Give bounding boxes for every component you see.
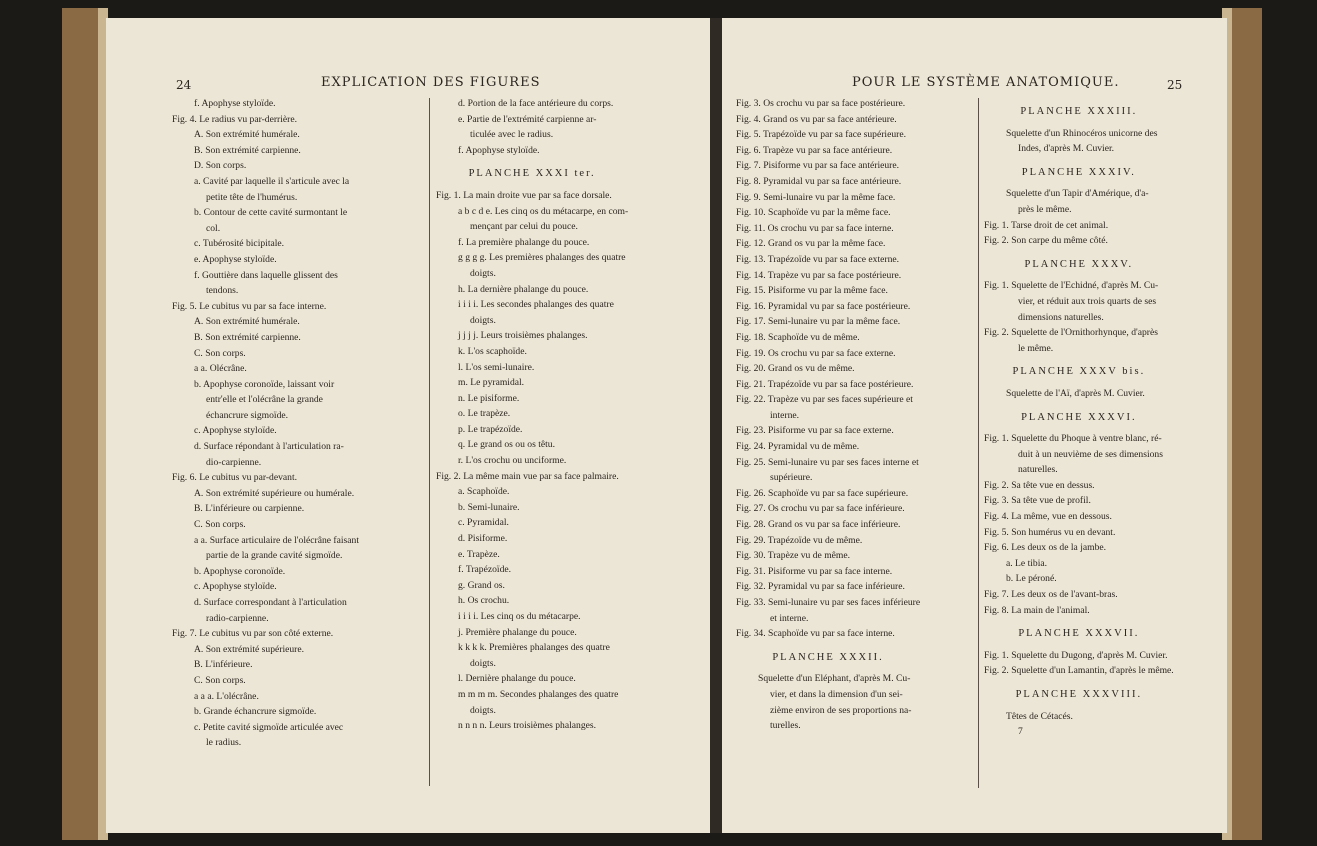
text-line: Fig. 11. Os crochu vu par sa face interne. [736,222,894,234]
text-line: Fig. 7. Pisiforme vu par sa face antérieure. [736,160,900,172]
text-line: C. Son corps. [194,674,246,686]
text-line: tendons. [206,285,239,297]
text-line: Fig. 19. Os crochu vu par sa face externe. [736,347,896,359]
text-line: Indes, d'après M. Cuvier. [1018,143,1115,155]
text-line: dimensions naturelles. [1018,311,1104,323]
text-line: Fig. 1. Squelette du Phoque à ventre blanc, ré- [984,433,1162,445]
column-rule-left [429,98,430,786]
text-line: doigts. [470,267,496,279]
text-line: doigts. [470,314,496,326]
text-line: naturelles. [1018,464,1058,476]
text-line: B. Son extrémité carpienne. [194,144,301,156]
text-line: Fig. 1. Tarse droit de cet animal. [984,219,1109,231]
text-line: Fig. 1. Squelette du Dugong, d'après M. Cuvier. [984,649,1168,661]
text-line: a a. Surface articulaire de l'olécrâne faisant [194,534,359,546]
text-line: j j j j. Leurs troisièmes phalanges. [458,330,588,342]
text-line: f. Trapézoïde. [458,564,512,576]
text-line: c. Pyramidal. [458,517,509,529]
text-line: h. La dernière phalange du pouce. [458,283,589,295]
text-line: Fig. 2. Sa tête vue en dessus. [984,479,1095,491]
text-line: Fig. 29. Trapézoïde vu de même. [736,534,863,546]
text-line: b. Le péroné. [1006,573,1057,585]
text-line: e. Apophyse styloïde. [194,253,277,265]
text-line: Fig. 27. Os crochu vu par sa face inférieure. [736,503,905,515]
text-line: petite tête de l'humérus. [206,191,298,203]
text-line: A. Son extrémité humérale. [194,316,300,328]
text-line: vier, et dans la dimension d'un sei- [770,688,903,700]
text-line: d. Surface répondant à l'articulation ra- [194,441,344,453]
text-line: f. Apophyse styloïde. [458,144,540,156]
text-line: Fig. 16. Pyramidal vu par sa face postérieure. [736,300,911,312]
text-line: d. Pisiforme. [458,533,508,545]
text-line: d. Surface correspondant à l'articulation [194,597,347,608]
text-line: f. Apophyse styloïde. [194,98,276,109]
text-line: Fig. 1. La main droite vue par sa face dorsale. [436,189,612,201]
text-line: Fig. 6. Les deux os de la jambe. [984,542,1107,554]
text-line: q. Le grand os ou os têtu. [458,439,555,451]
page-number-right: 25 [1167,78,1183,92]
text-line: Squelette d'un Eléphant, d'après M. Cu- [758,673,911,685]
text-line: PLANCHE XXXIII. [1020,106,1138,117]
text-line: Fig. 12. Grand os vu par la même face. [736,238,886,250]
text-line: a. Le tibia. [1006,557,1048,569]
column-rule-right [978,98,979,788]
text-line: n. Le pisiforme. [458,392,520,404]
text-line: Fig. 4. La même, vue en dessous. [984,511,1112,523]
text-line: interne. [770,409,800,421]
text-line: Fig. 20. Grand os vu de même. [736,363,855,375]
text-line: Fig. 1. Squelette de l'Echidné, d'après M. Cu- [984,280,1159,292]
book-spread [62,8,1262,840]
right-page [722,18,1227,833]
text-line: Fig. 34. Scaphoïde vu par sa face interne. [736,628,895,640]
text-line: b. Contour de cette cavité surmontant le [194,207,348,219]
text-line: m m m m. Secondes phalanges des quatre [458,688,619,700]
right-book-edge [1222,8,1262,840]
text-line: f. Gouttière dans laquelle glissent des [194,269,338,281]
text-line: Fig. 2. La même main vue par sa face palmaire. [436,470,619,482]
text-line: 7 [1018,726,1023,738]
text-line: Fig. 5. Trapézoïde vu par sa face supérieure. [736,129,906,141]
text-line: a b c d e. Les cinq os du métacarpe, en com- [458,205,629,217]
text-line: g. Grand os. [458,579,505,591]
text-line: Fig. 4. Grand os vu par sa face antérieure. [736,113,897,125]
text-line: PLANCHE XXXVII. [1018,628,1140,640]
text-line: e. Trapèze. [458,548,500,560]
text-line: i i i i. Les secondes phalanges des quatre [458,299,614,311]
text-line: et interne. [770,612,809,624]
left-column-1 [172,96,359,751]
running-head-right: POUR LE SYSTÈME ANATOMIQUE. [852,75,1120,90]
text-line: r. L'os crochu ou unciforme. [458,455,567,467]
text-line: col. [206,222,221,234]
text-line: Fig. 7. Le cubitus vu par son côté externe. [172,628,334,640]
left-column-2 [436,96,628,734]
text-line: k k k k. Premières phalanges des quatre [458,642,610,654]
text-line: PLANCHE XXXI ter. [468,168,596,180]
text-line: ticulée avec le radius. [470,129,554,141]
text-line: Fig. 2. Squelette d'un Lamantin, d'après le même. [984,665,1174,677]
text-line: C. Son corps. [194,519,246,531]
text-line: Squelette d'un Rhinocéros unicorne des [1006,127,1158,139]
text-line: Fig. 8. Pyramidal vu par sa face antérieure. [736,175,902,187]
text-line: PLANCHE XXXVIII. [1015,689,1143,700]
text-line: PLANCHE XXXVI. [1021,411,1137,423]
right-column-1 [736,96,920,734]
text-line: a a a. L'olécrâne. [194,690,259,702]
text-line: Fig. 6. Le cubitus vu par-devant. [172,472,298,484]
text-line: f. La première phalange du pouce. [458,236,590,248]
text-line: a. Cavité par laquelle il s'articule avec la [194,175,350,187]
text-line: e. Partie de l'extrémité carpienne ar- [458,113,597,125]
text-line: Fig. 22. Trapèze vu par ses faces supérieure et [736,394,913,406]
text-line: b. Apophyse coronoïde. [194,565,286,577]
text-line: o. Le trapèze. [458,408,511,420]
text-line: Fig. 23. Pisiforme vu par sa face externe. [736,425,894,437]
text-line: Fig. 2. Son carpe du même côté. [984,235,1108,247]
text-line: supérieure. [770,472,813,484]
text-line: Fig. 13. Trapézoïde vu par sa face externe. [736,253,900,265]
text-line: B. L'inférieure. [194,659,253,671]
text-line: b. Apophyse coronoïde, laissant voir [194,378,335,390]
text-line: dio-carpienne. [206,456,262,468]
text-line: A. Son extrémité humérale. [194,129,300,141]
text-line: partie de la grande cavité sigmoïde. [206,550,343,562]
text-line: PLANCHE XXXIV. [1021,166,1136,178]
text-line: d. Portion de la face antérieure du corps. [458,98,614,109]
text-line: Fig. 6. Trapèze vu par sa face antérieure. [736,144,893,156]
left-page [106,18,721,833]
text-line: le radius. [206,737,242,749]
text-line: Têtes de Cétacés. [1006,710,1073,722]
text-line: PLANCHE XXXII. [772,651,884,663]
text-line: Fig. 14. Trapèze vu par sa face postérieure. [736,269,902,281]
text-line: Fig. 31. Pisiforme vu par sa face interne. [736,565,893,577]
page-number-left: 24 [176,78,192,92]
text-line: g g g g. Les premières phalanges des quatre [458,252,626,264]
text-line: Fig. 17. Semi-lunaire vu par la même face. [736,316,901,328]
text-line: Fig. 10. Scaphoïde vu par la même face. [736,207,891,219]
text-line: Fig. 25. Semi-lunaire vu par ses faces interne et [736,456,919,468]
text-line: entr'elle et l'olécrâne la grande [206,394,323,406]
text-line: p. Le trapézoïde. [458,423,523,435]
text-line: Fig. 21. Trapézoïde vu par sa face postérieure. [736,378,914,390]
text-line: Fig. 28. Grand os vu par sa face inférieure. [736,519,901,531]
text-line: près le même. [1018,203,1072,215]
text-line: a. Scaphoïde. [458,486,510,498]
text-line: le même. [1018,342,1054,354]
running-head-left: EXPLICATION DES FIGURES [321,75,541,90]
text-line: duit à un neuvième de ses dimensions [1018,448,1163,460]
text-line: Fig. 3. Os crochu vu par sa face postérieure. [736,98,906,109]
text-line: Fig. 33. Semi-lunaire vu par ses faces inférieure [736,597,921,608]
text-line: Fig. 32. Pyramidal vu par sa face inférieure. [736,581,905,593]
text-line: PLANCHE XXXV. [1024,258,1134,270]
text-line: C. Son corps. [194,347,246,359]
text-line: c. Apophyse styloïde. [194,581,277,593]
text-line: mençant par celui du pouce. [470,221,578,233]
text-line: B. L'inférieure ou carpienne. [194,503,305,515]
text-line: Fig. 24. Pyramidal vu de même. [736,441,860,453]
text-line: a a. Olécrâne. [194,363,247,375]
text-line: l. L'os semi-lunaire. [458,361,535,373]
text-line: c. Petite cavité sigmoïde articulée avec [194,721,344,733]
text-line: doigts. [470,657,496,669]
text-line: doigts. [470,704,496,716]
text-line: Fig. 9. Semi-lunaire vu par la même face. [736,191,896,203]
text-line: turelles. [770,720,801,732]
text-line: b. Semi-lunaire. [458,501,520,513]
text-line: Fig. 26. Scaphoïde vu par sa face supérieure. [736,487,909,499]
text-line: Fig. 4. Le radius vu par-derrière. [172,113,298,125]
text-line: Fig. 15. Pisiforme vu par la même face. [736,285,888,297]
text-line: A. Son extrémité supérieure ou humérale. [194,487,355,499]
text-line: Fig. 5. Son humérus vu en devant. [984,526,1116,538]
text-line: D. Son corps. [194,160,247,172]
text-line: Fig. 5. Le cubitus vu par sa face interne. [172,300,327,312]
text-line: j. Première phalange du pouce. [458,626,577,638]
text-line: Fig. 18. Scaphoïde vu de même. [736,331,860,343]
text-line: h. Os crochu. [458,595,510,607]
text-line: radio-carpienne. [206,612,269,624]
text-line: vier, et réduit aux trois quarts de ses [1018,295,1157,307]
left-book-edge [62,8,108,840]
text-line: B. Son extrémité carpienne. [194,331,301,343]
text-line: Squelette de l'Aï, d'après M. Cuvier. [1006,387,1145,399]
text-line: Fig. 7. Les deux os de l'avant-bras. [984,589,1118,601]
text-line: Fig. 30. Trapèze vu de même. [736,550,851,562]
text-line: k. L'os scaphoïde. [458,345,527,357]
text-line: i i i i. Les cinq os du métacarpe. [458,611,581,622]
text-line: l. Dernière phalange du pouce. [458,673,576,685]
text-line: échancrure sigmoïde. [206,409,289,421]
text-line: m. Le pyramidal. [458,377,525,389]
text-line: b. Grande échancrure sigmoïde. [194,706,317,718]
text-line: c. Tubérosité bicipitale. [194,238,285,250]
text-line: Fig. 8. La main de l'animal. [984,604,1090,616]
text-line: zième environ de ses proportions na- [770,704,912,716]
text-line: Fig. 2. Squelette de l'Ornithorhynque, d'après [984,327,1158,339]
text-line: PLANCHE XXXV bis. [1012,366,1146,378]
text-line: Fig. 3. Sa tête vue de profil. [984,495,1091,507]
text-line: A. Son extrémité supérieure. [194,643,305,655]
text-line: n n n n. Leurs troisièmes phalanges. [458,720,597,732]
text-line: c. Apophyse styloïde. [194,425,277,437]
text-line: Squelette d'un Tapir d'Amérique, d'a- [1006,188,1149,200]
right-column-2 [984,96,1174,740]
